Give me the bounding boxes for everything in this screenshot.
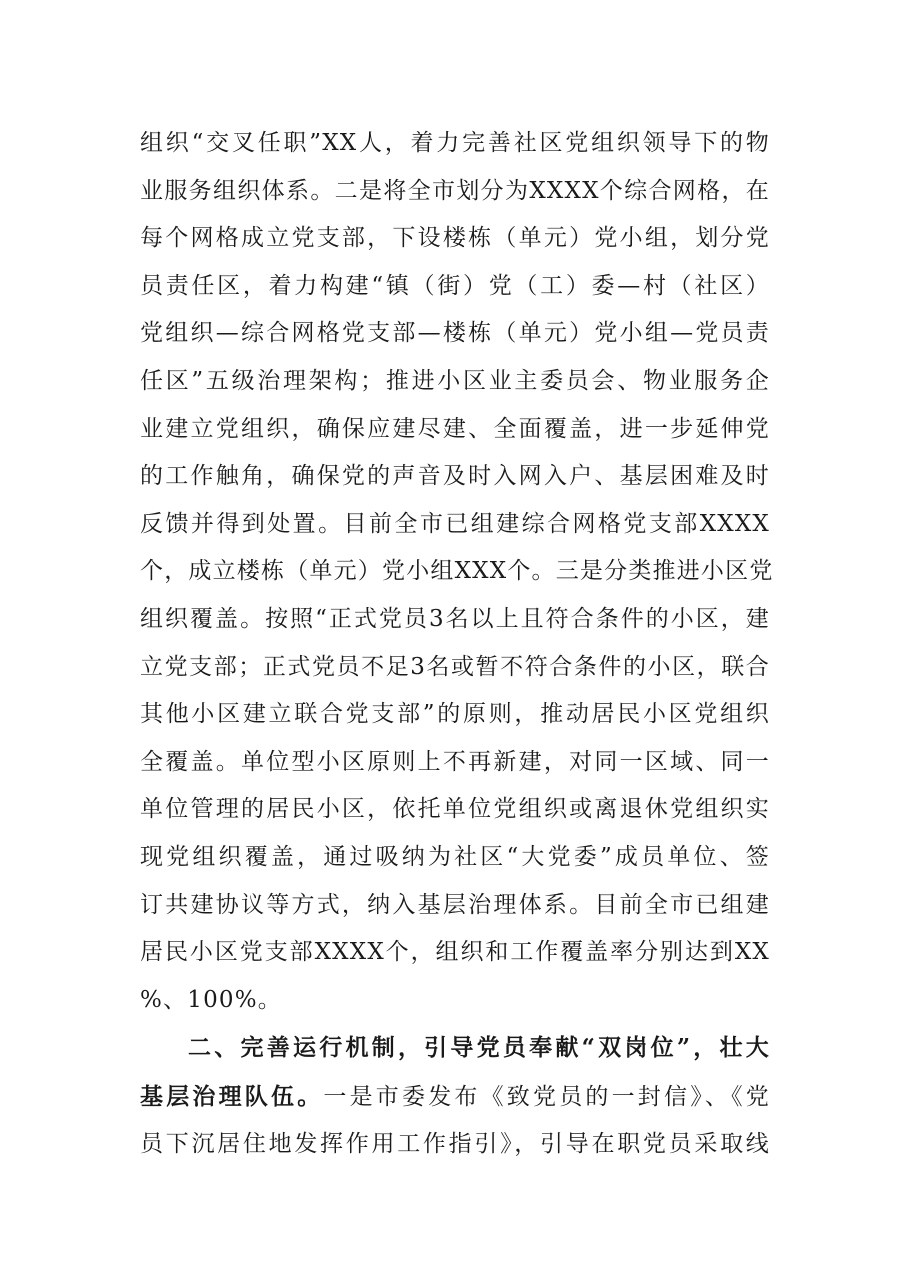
text-line: 个，成立楼栋（单元）党小组XXX个。三是分类推进小区党	[140, 558, 774, 585]
text-line: 员责任区，着力构建“镇（街）党（工）委—村（社区）	[140, 272, 770, 299]
text-line: 全覆盖。单位型小区原则上不再新建，对同一区域、同一	[140, 748, 770, 775]
section-heading: 二、完善运行机制，引导党员奉献“双岗位”，壮大	[188, 1034, 770, 1062]
text-line: 立党支部；正式党员不足3名或暂不符合条件的小区，联合	[140, 653, 770, 680]
text-line: 单位管理的居民小区，依托单位党组织或离退休党组织实	[140, 796, 770, 823]
text-line: %、100%。	[140, 986, 283, 1013]
text-line: 居民小区党支部XXXX个，组织和工作覆盖率分别达到XX	[140, 939, 770, 966]
text-line: 订共建协议等方式，纳入基层治理体系。目前全市已组建	[140, 891, 770, 918]
text-line: 业服务组织体系。二是将全市划分为XXXX个综合网格，在	[140, 177, 770, 204]
section-heading-line	[140, 1024, 770, 1073]
text-line: 党组织—综合网格党支部—楼栋（单元）党小组—党员责	[140, 320, 770, 347]
paragraph-2	[140, 1024, 770, 1169]
paragraph-1	[140, 120, 774, 1024]
text-line: 现党组织覆盖，通过吸纳为社区“大党委”成员单位、签	[140, 843, 770, 870]
section-heading-continued: 基层治理队伍。	[140, 1082, 324, 1110]
text-line: 业建立党组织，确保应建尽建、全面覆盖，进一步延伸党	[140, 415, 770, 442]
text-line: 组织覆盖。按照“正式党员3名以上且符合条件的小区，建	[140, 605, 770, 632]
text-line	[140, 1073, 770, 1122]
text-segment: 一是市委发布《致党员的一封信》、《党	[323, 1083, 770, 1110]
text-line: 任区”五级治理架构；推进小区业主委员会、物业服务企	[140, 367, 770, 394]
document-body	[140, 120, 774, 1169]
text-line: 的工作触角，确保党的声音及时入网入户、基层困难及时	[140, 463, 770, 490]
text-line: 员下沉居住地发挥作用工作指引》，引导在职党员采取线	[140, 1131, 770, 1158]
text-line: 反馈并得到处置。目前全市已组建综合网格党支部XXXX	[140, 510, 770, 537]
text-line: 其他小区建立联合党支部”的原则，推动居民小区党组织	[140, 701, 770, 728]
text-line: 每个网格成立党支部，下设楼栋（单元）党小组，划分党	[140, 225, 770, 252]
text-line: 组织“交叉任职”XX人，着力完善社区党组织领导下的物	[140, 130, 770, 156]
